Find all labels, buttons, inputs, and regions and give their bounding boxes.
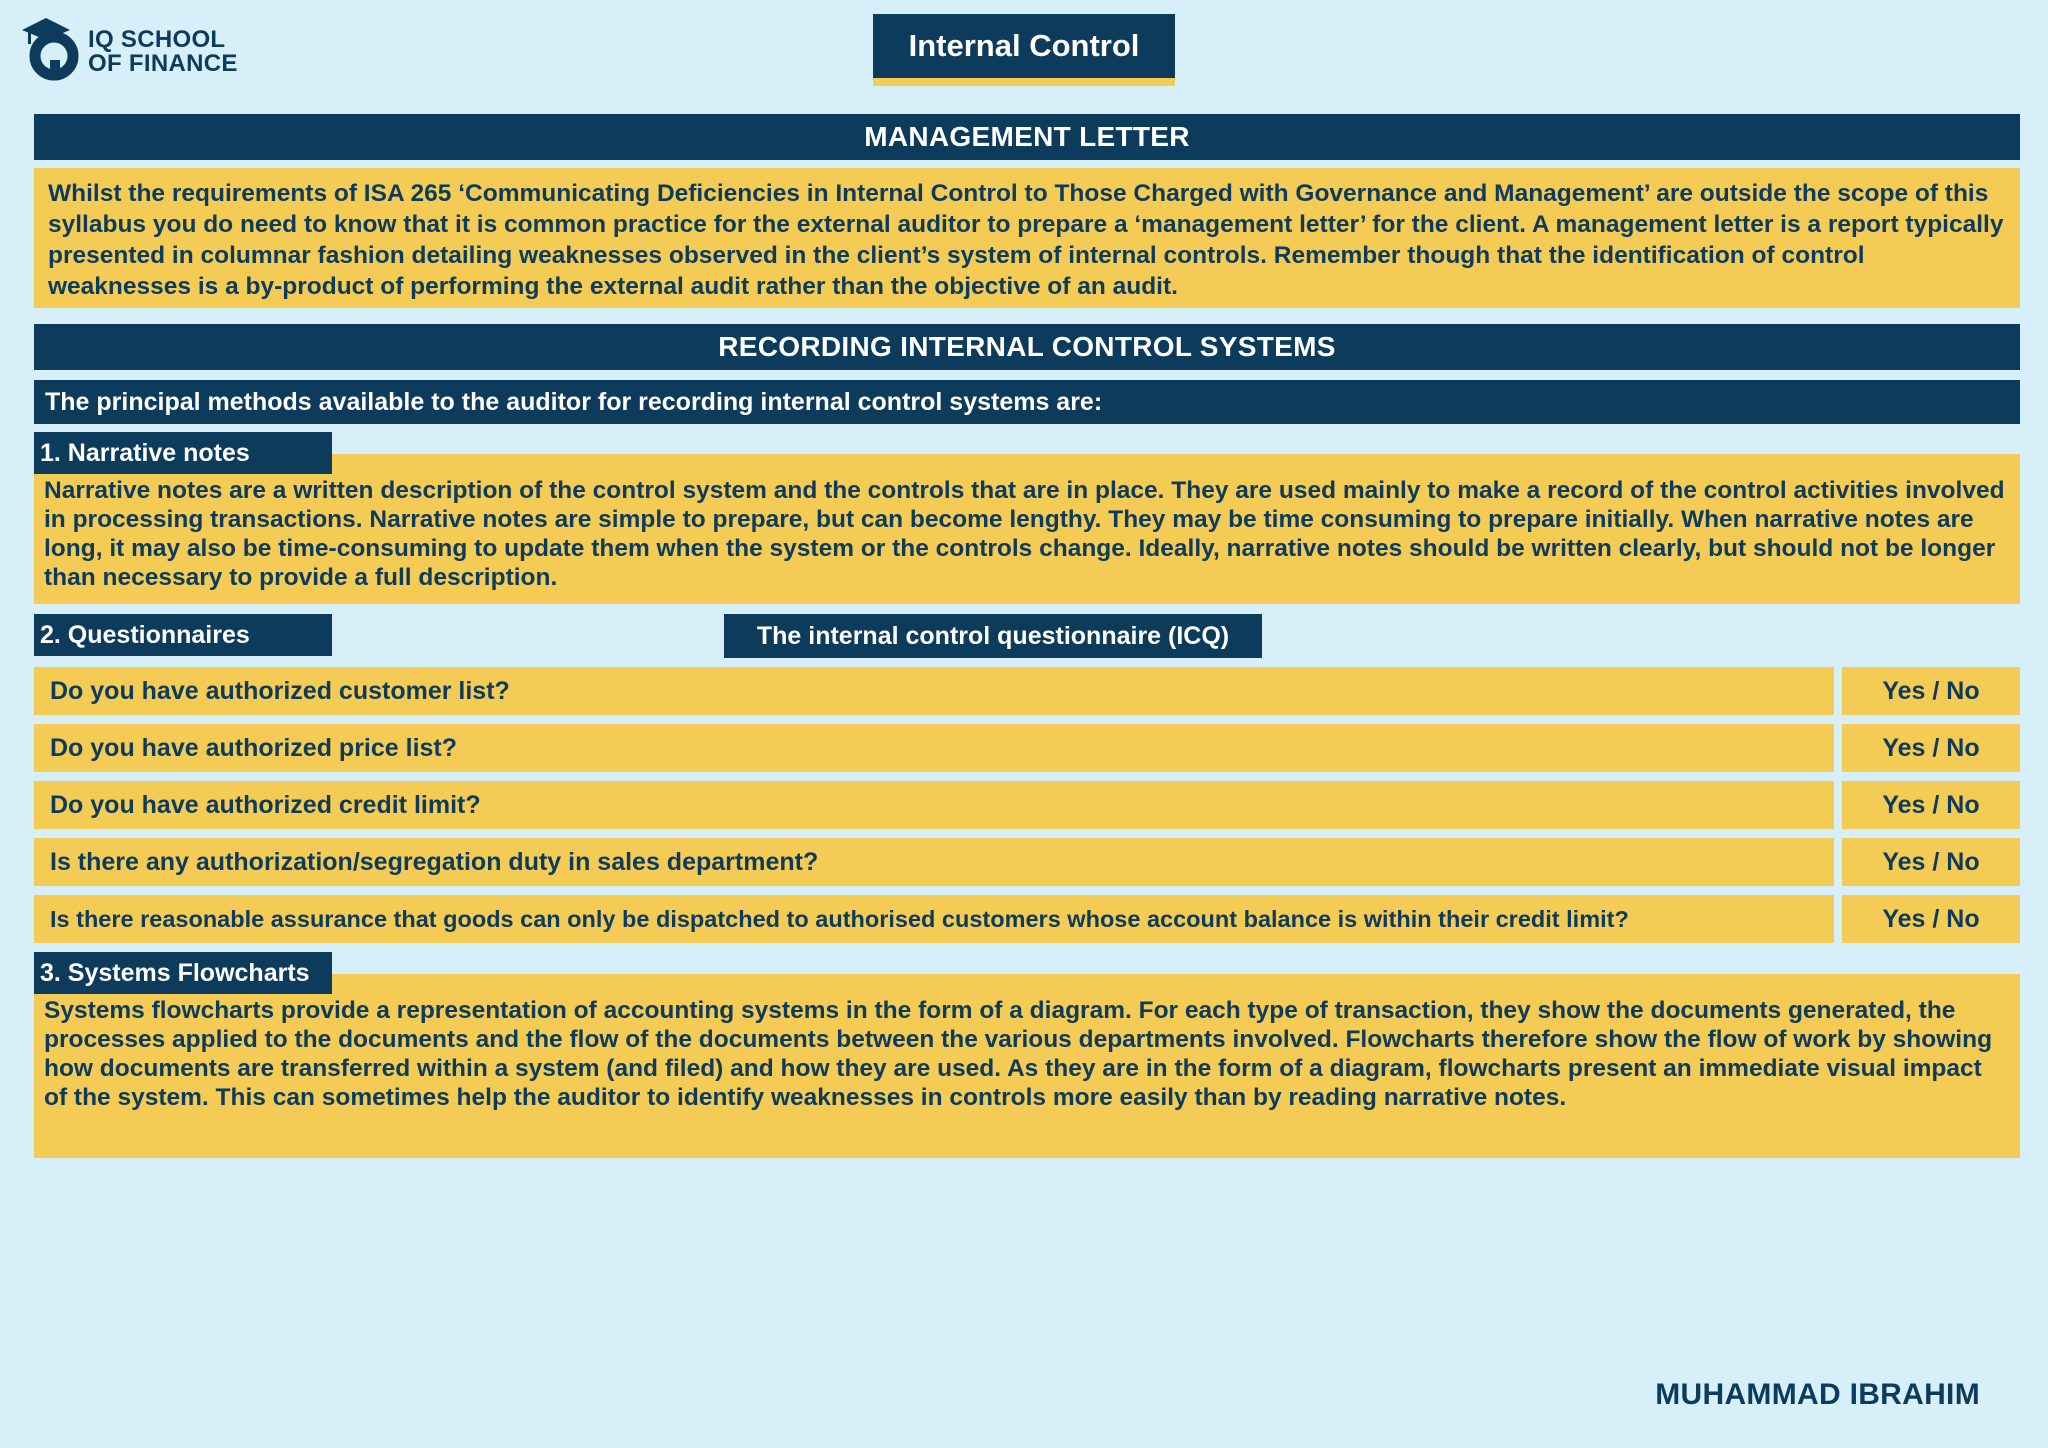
logo-line-2: OF FINANCE (88, 50, 238, 77)
page-title: Internal Control (873, 14, 1175, 86)
systems-flowcharts-label: 3. Systems Flowcharts (34, 952, 332, 994)
recording-heading: RECORDING INTERNAL CONTROL SYSTEMS (34, 324, 2020, 370)
graduation-cap-q-icon (20, 16, 84, 82)
icq-question-text: Is there reasonable assurance that goods can only be dispatched to authorised customers whose account balance is within their credit limit? (34, 895, 1834, 943)
icq-question-text: Do you have authorized credit limit? (34, 781, 1834, 829)
icq-answer-yes-no: Yes / No (1842, 667, 2020, 715)
icq-question-text: Do you have authorized customer list? (34, 667, 1834, 715)
author-name: MUHAMMAD IBRAHIM (1655, 1378, 1980, 1411)
icq-question-text: Is there any authorization/segregation duty in sales department? (34, 838, 1834, 886)
logo (20, 14, 240, 84)
logo-text (88, 28, 238, 76)
recording-intro: The principal methods available to the auditor for recording internal control systems are: (34, 380, 2020, 424)
icq-question-text: Do you have authorized price list? (34, 724, 1834, 772)
management-letter-body: Whilst the requirements of ISA 265 ‘Communicating Deficiencies in Internal Control to Those Charged with Governance and Management’ are outside the scope of this syllabus you do need to know that it is common practice for the external auditor to prepare a ‘management letter’ for the client. A management letter is a report typically presented in columnar fashion detailing weaknesses observed in the client’s system of internal controls. Remember though that the identification of control weaknesses is a by-product of performing the external audit rather than the objective of an audit. (34, 168, 2020, 308)
icq-answer-yes-no: Yes / No (1842, 781, 2020, 829)
systems-flowcharts-body: Systems flowcharts provide a representation of accounting systems in the form of a diagram. For each type of transaction, they show the documents generated, the processes applied to the documents and the flow of the documents between the various departments involved. Flowcharts therefore show the flow of work by showing how documents are transferred within a system (and filed) and how they are used. As they are in the form of a diagram, flowcharts present an immediate visual impact of the system. This can sometimes help the auditor to identify weaknesses in controls more easily than by reading narrative notes. (34, 974, 2020, 1158)
management-letter-heading: MANAGEMENT LETTER (34, 114, 2020, 160)
icq-answer-yes-no: Yes / No (1842, 724, 2020, 772)
icq-answer-yes-no: Yes / No (1842, 838, 2020, 886)
icq-answer-yes-no: Yes / No (1842, 895, 2020, 943)
icq-title: The internal control questionnaire (ICQ) (724, 614, 1262, 658)
narrative-notes-body: Narrative notes are a written description of the control system and the controls that are in place. They are used mainly to make a record of the control activities involved in processing transactions. Narrative notes are simple to prepare, but can become lengthy. They may be time consuming to prepare initially. When narrative notes are long, it may also be time-consuming to update them when the system or the controls change. Ideally, narrative notes should be written clearly, but should not be longer than necessary to provide a full description. (34, 454, 2020, 604)
narrative-notes-label: 1. Narrative notes (34, 432, 332, 474)
questionnaires-label: 2. Questionnaires (34, 614, 332, 656)
logo-line-1: IQ SCHOOL (88, 26, 226, 53)
